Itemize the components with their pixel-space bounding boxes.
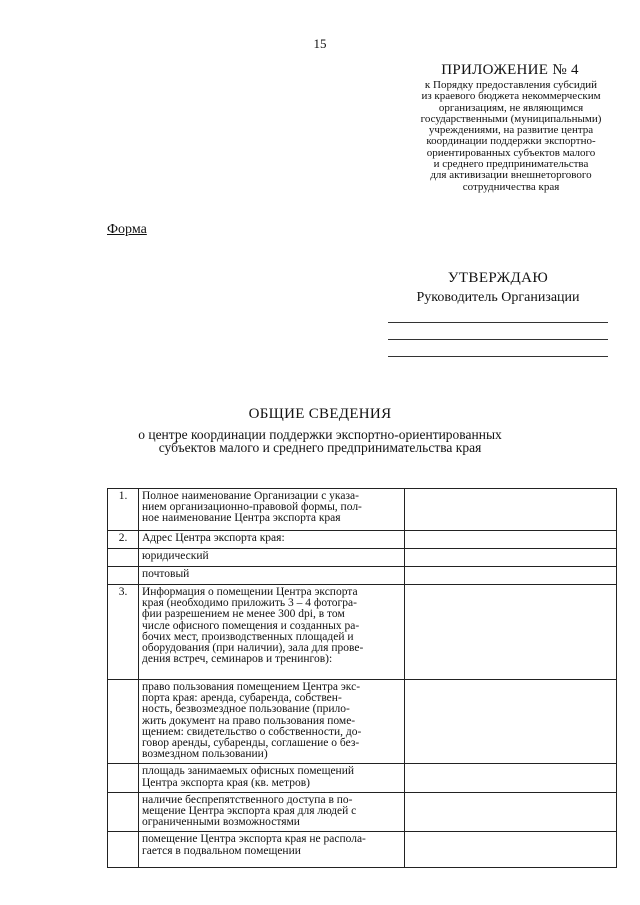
row-label-line: помещение Центра экспорта края не распола- — [142, 833, 366, 846]
appendix-note-line: координации поддержки экспортно- — [426, 135, 596, 148]
row-label — [139, 549, 405, 567]
row-label — [139, 764, 405, 792]
row-value-cell[interactable] — [405, 792, 617, 832]
row-label-line: говор аренды, субаренды, соглашение о без- — [142, 737, 360, 750]
table-row — [108, 585, 617, 680]
row-label-line: бочих мест, производственных площадей и — [142, 630, 354, 643]
row-label — [139, 531, 405, 549]
row-label — [139, 832, 405, 868]
appendix-note-line: сотрудничества края — [462, 180, 560, 193]
row-label-line: края (необходимо приложить 3 – 4 фотогра- — [142, 597, 357, 610]
row-label-line: возмездном пользовании) — [142, 748, 268, 761]
row-label-line: право пользования помещением Центра экс- — [142, 681, 361, 693]
row-number — [108, 764, 139, 792]
appendix-note-line: государственными (муниципальными) — [420, 112, 602, 125]
appendix-note-line: из краевого бюджета некоммерческим — [421, 90, 601, 103]
row-value-cell[interactable] — [405, 680, 617, 764]
row-label — [139, 567, 405, 585]
row-label-line: ность, безвозмездное пользование (прило- — [142, 703, 350, 716]
row-number: 3. — [108, 585, 139, 680]
appendix-note — [380, 80, 640, 193]
row-label — [139, 680, 405, 764]
appendix-note-line: к Порядку предоставления субсидий — [424, 79, 598, 91]
document-title: ОБЩИЕ СВЕДЕНИЯ — [248, 406, 392, 422]
row-number — [108, 792, 139, 832]
approval-heading: УТВЕРЖДАЮ — [447, 270, 549, 286]
row-label — [139, 489, 405, 531]
row-label-line: фии разрешением не менее 300 dpi, в том — [142, 608, 345, 621]
row-label — [139, 792, 405, 832]
table-row — [108, 680, 617, 764]
signature-line — [388, 356, 608, 357]
table-row — [108, 549, 617, 567]
approval-role: Руководитель Организации — [416, 290, 580, 305]
page-number: 15 — [313, 36, 327, 51]
row-label-line: гается в подвальном помещении — [142, 844, 301, 857]
table-row — [108, 764, 617, 792]
row-number: 1. — [108, 489, 139, 531]
table-row — [108, 531, 617, 549]
appendix-note-line: и среднего предпринимательства — [433, 158, 589, 171]
table-row — [108, 792, 617, 832]
row-label-line: почтовый — [142, 568, 190, 580]
row-value-cell[interactable] — [405, 531, 617, 549]
row-label-line: Информация о помещении Центра экспорта — [142, 586, 358, 598]
row-label — [139, 585, 405, 680]
row-label-line: порта края: аренда, субаренда, собствен- — [142, 692, 342, 705]
row-number — [108, 832, 139, 868]
table-row — [108, 567, 617, 585]
form-label: Форма — [107, 222, 147, 237]
row-label-line: Адрес Центра экспорта края: — [142, 532, 285, 544]
subtitle-line: субъектов малого и среднего предпринимательства края — [158, 440, 482, 455]
row-number — [108, 680, 139, 764]
row-number — [108, 549, 139, 567]
row-label-line: дения встреч, семинаров и тренингов): — [142, 653, 333, 666]
row-label-line: юридический — [142, 550, 209, 562]
document-subtitle — [120, 428, 520, 454]
row-label-line: нием организационно-правовой формы, пол- — [142, 501, 362, 514]
row-label-line: жить документ на право пользования поме- — [142, 714, 356, 727]
table-row — [108, 489, 617, 531]
info-table — [107, 488, 617, 868]
row-label-line: оборудования (при наличии), зала для прове- — [142, 642, 364, 655]
row-label-line: ное наименование Центра экспорта края — [142, 512, 341, 525]
row-value-cell[interactable] — [405, 585, 617, 680]
appendix-note-line: учреждениями, на развитие центра — [428, 124, 594, 137]
row-value-cell[interactable] — [405, 832, 617, 868]
row-label-line: числе офисного помещения и созданных ра- — [142, 619, 360, 632]
row-label-line: ограниченными возможностями — [142, 816, 300, 829]
appendix-note-line: организациям, не являющимся — [438, 101, 584, 114]
row-value-cell[interactable] — [405, 489, 617, 531]
info-table-body — [108, 489, 617, 868]
appendix-note-line: ориентированных субъектов малого — [426, 146, 596, 159]
row-number — [108, 567, 139, 585]
table-row — [108, 832, 617, 868]
row-label-line: Полное наименование Организации с указа- — [142, 490, 359, 502]
row-label-line: мещение Центра экспорта края для людей с — [142, 805, 357, 818]
row-label-line: площадь занимаемых офисных помещений — [142, 765, 355, 778]
row-label-line: наличие беспрепятственного доступа в по- — [142, 793, 353, 806]
row-label-line: щением: свидетельство о собственности, до- — [142, 725, 362, 738]
row-number: 2. — [108, 531, 139, 549]
row-value-cell[interactable] — [405, 764, 617, 792]
signature-line — [388, 322, 608, 323]
subtitle-line: о центре координации поддержки экспортно-ориентированных — [138, 427, 502, 442]
appendix-note-line: для активизации внешнеторгового — [430, 169, 592, 182]
signature-line — [388, 339, 608, 340]
appendix-title: ПРИЛОЖЕНИЕ № 4 — [441, 62, 579, 78]
row-value-cell[interactable] — [405, 567, 617, 585]
row-label-line: Центра экспорта края (кв. метров) — [142, 776, 310, 789]
row-value-cell[interactable] — [405, 549, 617, 567]
